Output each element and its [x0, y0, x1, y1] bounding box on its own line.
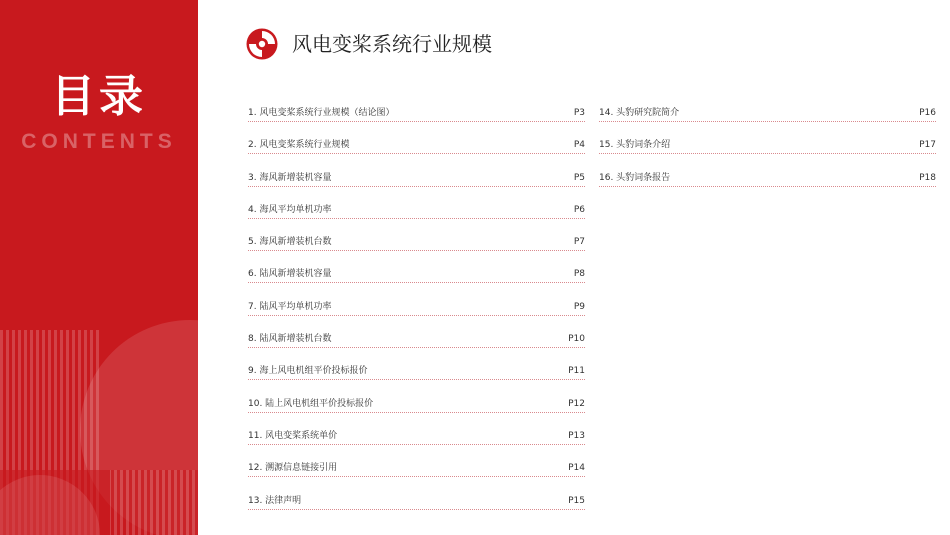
toc-item[interactable]	[599, 100, 936, 132]
toc-item-label: 14. 头豹研究院简介	[599, 108, 680, 118]
toc-item[interactable]	[248, 132, 585, 164]
toc-item[interactable]	[248, 326, 585, 358]
toc-item-page: P9	[573, 301, 585, 312]
toc-item-page: P11	[568, 366, 585, 377]
toc-item-label: 10. 陆上风电机组平价投标报价	[248, 398, 374, 409]
toc-leader-line	[248, 396, 585, 413]
toc-item[interactable]	[248, 423, 585, 455]
toc-item[interactable]	[248, 488, 585, 520]
toc-column-left	[248, 100, 585, 520]
toc-item-page: P14	[568, 463, 585, 474]
toc-item-page: P3	[573, 108, 585, 118]
toc-item-label: 3. 海风新增装机容量	[248, 172, 332, 183]
contents-subtitle: CONTENTS	[21, 130, 177, 153]
toc-item[interactable]	[599, 165, 936, 197]
toc-leader-line	[248, 137, 585, 154]
toc-item-page: P18	[919, 172, 936, 183]
toc-leader-line	[248, 299, 585, 316]
toc-item-page: P15	[568, 495, 585, 506]
toc-item-label: 16. 头豹词条报告	[599, 172, 671, 183]
toc-item-page: P5	[573, 172, 585, 183]
toc-leader-line	[248, 363, 585, 380]
toc-item[interactable]	[248, 165, 585, 197]
toc-item[interactable]	[248, 261, 585, 293]
toc-item-label: 5. 海风新增装机台数	[248, 237, 332, 248]
toc-item-label: 4. 海风平均单机功率	[248, 204, 332, 215]
toc-item-label: 8. 陆风新增装机台数	[248, 334, 332, 345]
brand-logo-icon	[246, 28, 278, 60]
toc-leader-line	[599, 137, 936, 154]
toc-item-page: P17	[919, 140, 936, 151]
toc-item-page: P10	[568, 334, 585, 345]
toc-item-label: 7. 陆风平均单机功率	[248, 301, 332, 312]
toc-leader-line	[248, 170, 585, 187]
toc-leader-line	[248, 202, 585, 219]
toc-item-label: 15. 头豹词条介绍	[599, 140, 671, 151]
toc-column-right	[599, 100, 936, 197]
toc-item[interactable]	[248, 100, 585, 132]
toc-leader-line	[599, 170, 936, 187]
toc-item-label: 6. 陆风新增装机容量	[248, 269, 332, 280]
toc-item[interactable]	[248, 391, 585, 423]
toc-leader-line	[248, 105, 585, 122]
toc-item-label: 11. 风电变桨系统单价	[248, 430, 338, 441]
toc-leader-line	[248, 428, 585, 445]
toc-item-label: 9. 海上风电机组平价投标报价	[248, 366, 368, 377]
toc-item-label: 13. 法律声明	[248, 495, 302, 506]
toc-item[interactable]	[248, 455, 585, 487]
toc-item-page: P13	[568, 430, 585, 441]
toc-item[interactable]	[248, 229, 585, 261]
toc-leader-line	[248, 493, 585, 510]
toc-item[interactable]	[248, 358, 585, 390]
toc-item[interactable]	[248, 294, 585, 326]
toc-leader-line	[248, 331, 585, 348]
toc-item[interactable]	[248, 197, 585, 229]
toc-leader-line	[248, 266, 585, 283]
toc-item-page: P6	[573, 204, 585, 215]
page-title: 风电变桨系统行业规模	[292, 32, 492, 56]
sidebar-panel	[0, 0, 198, 535]
toc-item-label: 12. 溯源信息链接引用	[248, 463, 338, 474]
toc-item-page: P16	[919, 108, 936, 118]
toc-item[interactable]	[599, 132, 936, 164]
toc-item-page: P4	[573, 140, 585, 151]
toc-item-page: P12	[568, 398, 585, 409]
toc-leader-line	[248, 234, 585, 251]
toc-leader-line	[248, 460, 585, 477]
toc-item-page: P8	[573, 269, 585, 280]
toc-item-label: 2. 风电变桨系统行业规模	[248, 140, 350, 151]
toc-item-label: 1. 风电变桨系统行业规模（结论图）	[248, 108, 395, 118]
contents-title: 目录	[51, 71, 147, 122]
toc-leader-line	[599, 105, 936, 122]
toc-item-page: P7	[573, 237, 585, 248]
